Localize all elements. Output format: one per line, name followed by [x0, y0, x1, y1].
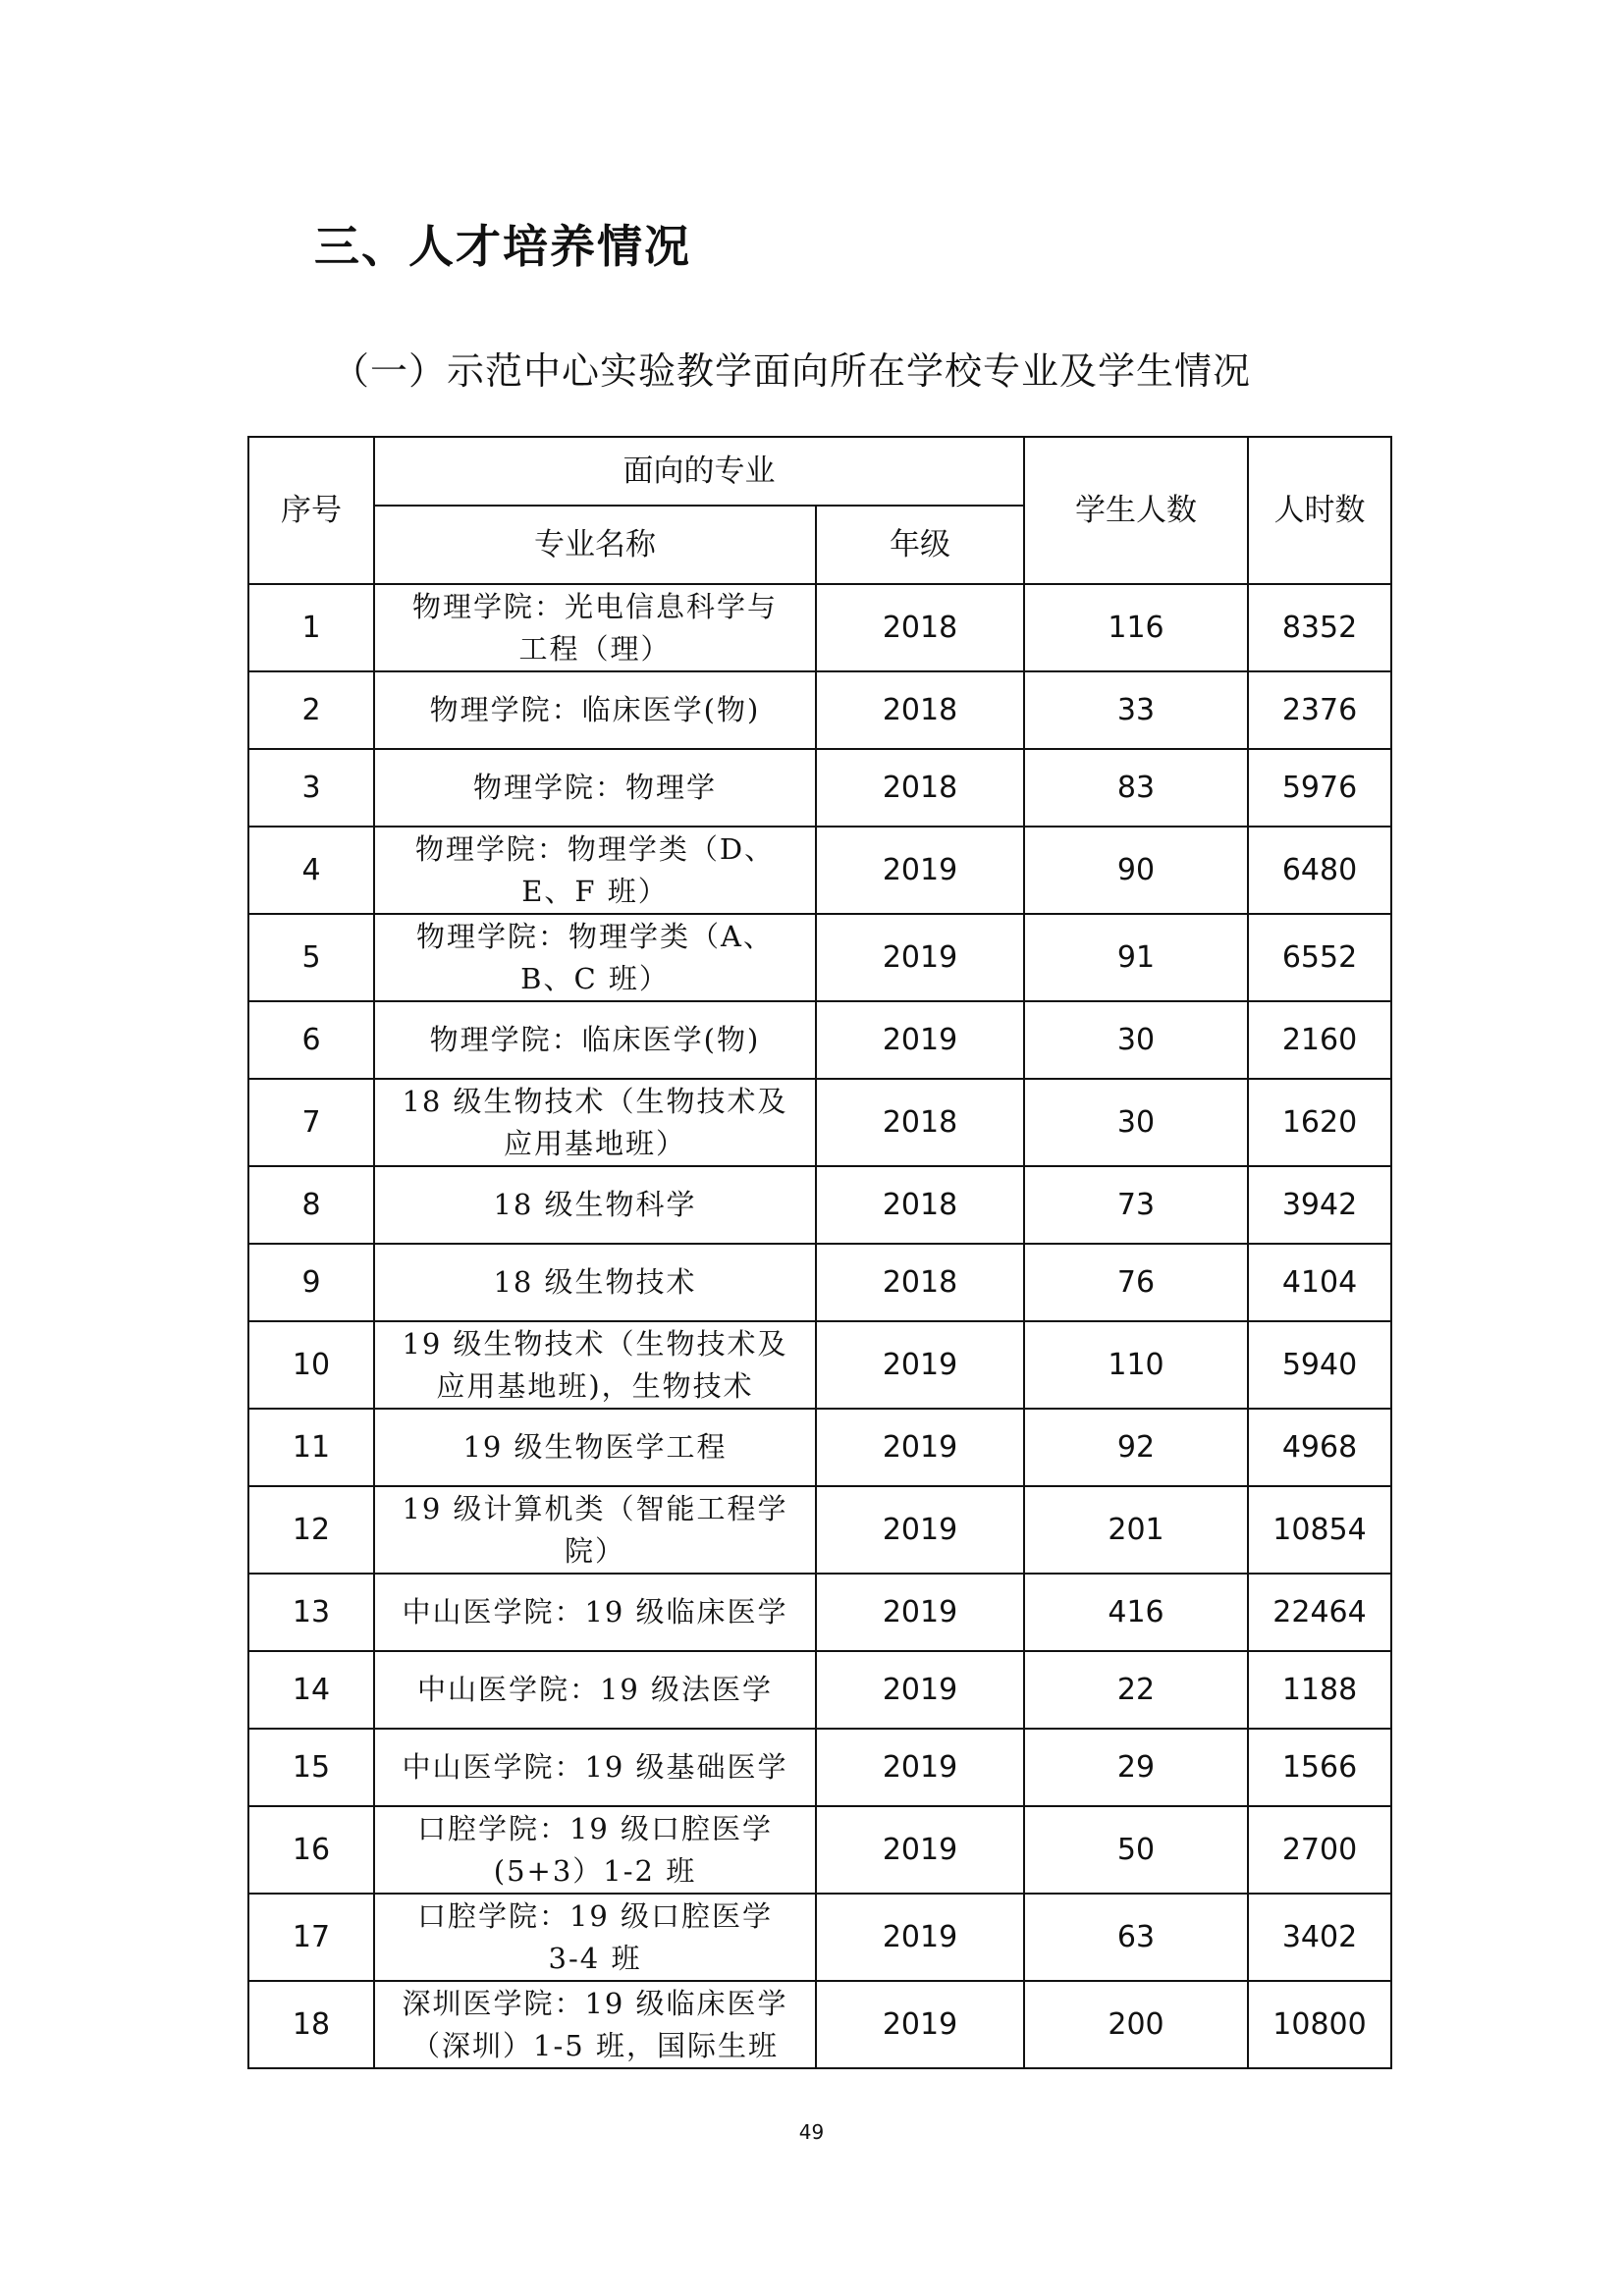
- row-index: 6: [248, 1001, 374, 1079]
- major-name-line: 物理学院：物理学: [472, 771, 717, 804]
- row-students: 76: [1024, 1244, 1248, 1321]
- row-index: 5: [248, 914, 374, 1001]
- row-index: 4: [248, 827, 374, 914]
- table-row: [248, 1409, 1391, 1486]
- row-major-name: [374, 671, 816, 749]
- row-major-name: [374, 584, 816, 671]
- table-row: [248, 749, 1391, 827]
- major-name-line: 院）: [564, 1533, 625, 1568]
- header-students: 学生人数: [1024, 437, 1248, 584]
- row-students: 201: [1024, 1486, 1248, 1574]
- row-students: 200: [1024, 1981, 1248, 2068]
- row-index: 2: [248, 671, 374, 749]
- row-index: 7: [248, 1079, 374, 1166]
- row-hours: 2700: [1248, 1806, 1391, 1894]
- major-name-line: 口腔学院：19 级口腔医学: [416, 1898, 774, 1933]
- row-index: 9: [248, 1244, 374, 1321]
- row-grade: 2019: [816, 1651, 1024, 1729]
- row-index: 17: [248, 1894, 374, 1981]
- table-row: [248, 914, 1391, 1001]
- row-hours: 2160: [1248, 1001, 1391, 1079]
- row-hours: 1188: [1248, 1651, 1391, 1729]
- major-name-line: 物理学院：临床医学(物): [429, 693, 761, 726]
- major-name-line: 物理学院：光电信息科学与: [411, 589, 778, 623]
- major-name-line: 18 级生物技术: [493, 1265, 697, 1299]
- table-row: [248, 1894, 1391, 1981]
- row-index: 13: [248, 1574, 374, 1651]
- major-name-line: 应用基地班）: [503, 1126, 686, 1160]
- row-grade: 2018: [816, 1166, 1024, 1244]
- row-major-name: [374, 1166, 816, 1244]
- row-index: 1: [248, 584, 374, 671]
- table-row: [248, 584, 1391, 671]
- header-grade: 年级: [816, 506, 1024, 584]
- row-students: 50: [1024, 1806, 1248, 1894]
- major-name-line: 19 级计算机类（智能工程学: [402, 1491, 788, 1525]
- major-name-line: 中山医学院：19 级临床医学: [402, 1595, 788, 1629]
- row-hours: 10800: [1248, 1981, 1391, 2068]
- major-name-line: 18 级生物科学: [493, 1188, 697, 1221]
- row-students: 33: [1024, 671, 1248, 749]
- row-index: 8: [248, 1166, 374, 1244]
- major-name-line: 口腔学院：19 级口腔医学: [416, 1811, 774, 1845]
- row-grade: 2019: [816, 827, 1024, 914]
- table-row: [248, 1244, 1391, 1321]
- row-major-name: [374, 914, 816, 1001]
- row-students: 416: [1024, 1574, 1248, 1651]
- row-grade: 2019: [816, 1486, 1024, 1574]
- major-name-line: 物理学院：临床医学(物): [429, 1023, 761, 1056]
- table-row: [248, 1806, 1391, 1894]
- row-index: 11: [248, 1409, 374, 1486]
- row-students: 73: [1024, 1166, 1248, 1244]
- major-name-line: 应用基地班)，生物技术: [436, 1368, 754, 1403]
- major-name-line: 中山医学院：19 级基础医学: [402, 1750, 788, 1784]
- row-grade: 2019: [816, 914, 1024, 1001]
- row-students: 116: [1024, 584, 1248, 671]
- row-hours: 6480: [1248, 827, 1391, 914]
- row-hours: 4104: [1248, 1244, 1391, 1321]
- major-name-line: B、C 班）: [520, 961, 670, 995]
- table-row: [248, 1981, 1391, 2068]
- row-major-name: [374, 1409, 816, 1486]
- row-major-name: [374, 1651, 816, 1729]
- page-number: 49: [798, 2120, 825, 2144]
- major-name-line: 物理学院：物理学类（D、: [414, 831, 776, 866]
- row-students: 30: [1024, 1001, 1248, 1079]
- row-students: 22: [1024, 1651, 1248, 1729]
- row-major-name: [374, 1486, 816, 1574]
- row-hours: 2376: [1248, 671, 1391, 749]
- row-hours: 5940: [1248, 1321, 1391, 1409]
- row-major-name: [374, 827, 816, 914]
- major-name-line: 3-4 班: [548, 1941, 642, 1975]
- row-hours: 5976: [1248, 749, 1391, 827]
- header-major-group: 面向的专业: [374, 437, 1024, 506]
- row-index: 14: [248, 1651, 374, 1729]
- row-index: 15: [248, 1729, 374, 1806]
- section-title: 三、人才培养情况: [314, 220, 691, 273]
- row-students: 63: [1024, 1894, 1248, 1981]
- row-major-name: [374, 1729, 816, 1806]
- row-major-name: [374, 1244, 816, 1321]
- row-hours: 10854: [1248, 1486, 1391, 1574]
- row-index: 16: [248, 1806, 374, 1894]
- major-name-line: 19 级生物技术（生物技术及: [402, 1326, 788, 1361]
- row-index: 3: [248, 749, 374, 827]
- header-major-name: 专业名称: [374, 506, 816, 584]
- row-students: 83: [1024, 749, 1248, 827]
- major-name-line: 18 级生物技术（生物技术及: [402, 1084, 788, 1118]
- major-name-line: （深圳）1-5 班，国际生班: [411, 2028, 779, 2062]
- row-hours: 8352: [1248, 584, 1391, 671]
- header-hours: 人时数: [1248, 437, 1391, 584]
- row-grade: 2019: [816, 1806, 1024, 1894]
- major-name-line: (5+3）1-2 班: [493, 1853, 697, 1888]
- row-hours: 1566: [1248, 1729, 1391, 1806]
- table-row: [248, 1079, 1391, 1166]
- row-major-name: [374, 749, 816, 827]
- table-row: [248, 671, 1391, 749]
- table-row: [248, 1321, 1391, 1409]
- row-students: 30: [1024, 1079, 1248, 1166]
- row-grade: 2018: [816, 1244, 1024, 1321]
- major-name-line: 深圳医学院：19 级临床医学: [402, 1986, 788, 2020]
- row-grade: 2018: [816, 584, 1024, 671]
- row-grade: 2019: [816, 1729, 1024, 1806]
- row-students: 92: [1024, 1409, 1248, 1486]
- row-major-name: [374, 1574, 816, 1651]
- row-grade: 2019: [816, 1409, 1024, 1486]
- row-grade: 2018: [816, 749, 1024, 827]
- major-name-line: E、F 班）: [521, 874, 669, 908]
- row-grade: 2019: [816, 1574, 1024, 1651]
- row-index: 18: [248, 1981, 374, 2068]
- row-major-name: [374, 1079, 816, 1166]
- table-row: [248, 1001, 1391, 1079]
- row-hours: 6552: [1248, 914, 1391, 1001]
- row-hours: 22464: [1248, 1574, 1391, 1651]
- row-grade: 2018: [816, 671, 1024, 749]
- table-row: [248, 1166, 1391, 1244]
- table-row: [248, 1486, 1391, 1574]
- row-major-name: [374, 1894, 816, 1981]
- row-hours: 3402: [1248, 1894, 1391, 1981]
- major-name-line: 19 级生物医学工程: [462, 1430, 728, 1464]
- row-grade: 2019: [816, 1001, 1024, 1079]
- row-hours: 4968: [1248, 1409, 1391, 1486]
- major-name-line: 物理学院：物理学类（A、: [416, 919, 774, 953]
- major-name-line: 中山医学院：19 级法医学: [416, 1673, 774, 1706]
- row-grade: 2019: [816, 1894, 1024, 1981]
- row-grade: 2019: [816, 1321, 1024, 1409]
- row-index: 10: [248, 1321, 374, 1409]
- table-row: [248, 1574, 1391, 1651]
- row-major-name: [374, 1001, 816, 1079]
- row-major-name: [374, 1981, 816, 2068]
- table-row: [248, 827, 1391, 914]
- header-index: 序号: [248, 437, 374, 584]
- row-students: 91: [1024, 914, 1248, 1001]
- major-student-table: [247, 436, 1392, 2069]
- row-hours: 3942: [1248, 1166, 1391, 1244]
- major-name-line: 工程（理）: [518, 631, 672, 666]
- row-grade: 2018: [816, 1079, 1024, 1166]
- row-students: 90: [1024, 827, 1248, 914]
- row-grade: 2019: [816, 1981, 1024, 2068]
- row-major-name: [374, 1321, 816, 1409]
- row-index: 12: [248, 1486, 374, 1574]
- table-row: [248, 1651, 1391, 1729]
- row-major-name: [374, 1806, 816, 1894]
- row-students: 29: [1024, 1729, 1248, 1806]
- sub-title: （一）示范中心实验教学面向所在学校专业及学生情况: [332, 349, 1252, 393]
- table-row: [248, 1729, 1391, 1806]
- row-students: 110: [1024, 1321, 1248, 1409]
- row-hours: 1620: [1248, 1079, 1391, 1166]
